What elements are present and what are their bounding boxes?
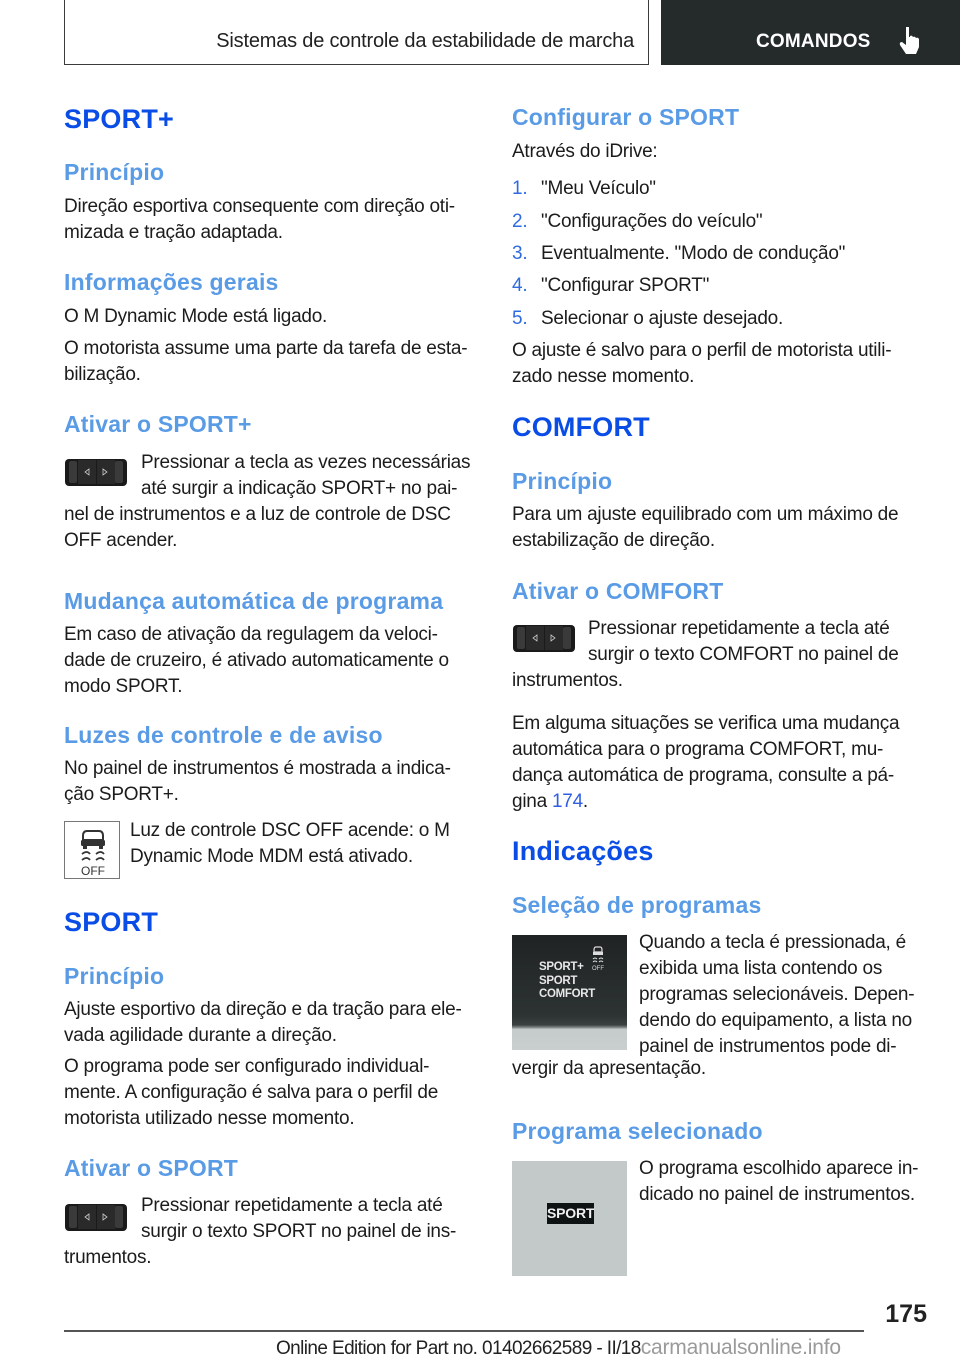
section-title: Sistemas de controle da estabilidade de marcha bbox=[216, 30, 634, 52]
page-number: 175 bbox=[885, 1300, 927, 1328]
activate-comfort-text-a: Pressionar repetidamente a tecla até surgir o texto COMFORT no painel de bbox=[588, 618, 899, 665]
selected-program-text: O programa escolhido aparece in- dicado no painel de instrumentos. bbox=[639, 1158, 919, 1205]
step-item: 4. "Configurar SPORT" bbox=[512, 275, 710, 296]
program-selection-text-a: Quando a tecla é pressionada, é exibida uma lista contendo os programas selecionáveis. Depen- dendo do equipamento, a lista no painel de instrumentos pode di- bbox=[639, 932, 915, 1057]
program-selection-heading: Seleção de programas bbox=[512, 892, 762, 918]
step-item: 5. Selecionar o ajuste desejado. bbox=[512, 308, 784, 329]
activate-sport-text-b: trumentos. bbox=[64, 1247, 152, 1268]
auto-change-text: Em caso de ativação da regulagem da veloci- dade de cruzeiro, é ativado automaticamente o modo SPORT. bbox=[64, 624, 449, 697]
sport-config-text: O programa pode ser configurado individual- mente. A configuração é salva para o perfil de motorista utilizado nesse momento. bbox=[64, 1056, 439, 1129]
chapter-label: COMANDOS bbox=[756, 31, 871, 52]
activate-sport-plus-text-b: nel de instrumentos e a luz de controle de DSC OFF acender. bbox=[64, 504, 451, 551]
sport-plus-principle-text: Direção esportiva consequente com direção oti- mizada e tração adaptada. bbox=[64, 196, 455, 243]
step-item: 2. "Configurações do veículo" bbox=[512, 211, 763, 232]
sport-plus-principle-heading: Princípio bbox=[64, 159, 165, 185]
program-selection-text-b: vergir da apresentação. bbox=[512, 1058, 706, 1079]
auto-change-heading: Mudança automática de programa bbox=[64, 588, 444, 614]
footer-edition: Online Edition for Part no. 01402662589 - II/18carmanualsonline.info bbox=[276, 1336, 841, 1359]
comfort-title: COMFORT bbox=[512, 412, 650, 442]
comfort-principle-heading: Princípio bbox=[512, 468, 613, 494]
header-section-box bbox=[64, 0, 649, 65]
footer-divider bbox=[64, 1330, 864, 1332]
activate-sport-text-a: Pressionar repetidamente a tecla até surgir o texto SPORT no painel de ins- bbox=[141, 1195, 457, 1242]
general-info-p2: O motorista assume uma parte da tarefa de esta- bilização. bbox=[64, 338, 468, 385]
selected-program-tag: SPORT bbox=[547, 1203, 594, 1224]
activate-comfort-text-b: instrumentos. bbox=[512, 670, 623, 691]
selected-program-heading: Programa selecionado bbox=[512, 1118, 763, 1144]
svg-text:OFF: OFF bbox=[592, 966, 604, 972]
comfort-auto-change-text: Em alguma situações se verifica uma mudança automática para o programa COMFORT, mu- dança automática de programa, consulte a pá- gina 174. bbox=[512, 713, 900, 812]
lights-heading: Luzes de controle e de aviso bbox=[64, 722, 383, 748]
dsc-off-small-icon bbox=[590, 943, 606, 973]
drive-mode-key-icon bbox=[64, 456, 128, 488]
comfort-principle-text: Para um ajuste equilibrado com um máximo de estabilização de direção. bbox=[512, 504, 899, 551]
svg-text:OFF: OFF bbox=[81, 864, 105, 878]
page-174-link[interactable]: 174 bbox=[551, 791, 583, 812]
sport-principle-heading: Princípio bbox=[64, 963, 165, 989]
sport-title: SPORT bbox=[64, 907, 159, 937]
dsc-off-indicator-icon bbox=[64, 821, 120, 879]
drive-mode-key-icon bbox=[512, 622, 576, 654]
activate-sport-plus-text-a: Pressionar a tecla as vezes necessárias até surgir a indicação SPORT+ no pai- bbox=[141, 452, 471, 499]
sport-principle-text: Ajuste esportivo da direção e da tração para ele- vada agilidade durante a direção. bbox=[64, 999, 462, 1046]
activate-comfort-heading: Ativar o COMFORT bbox=[512, 578, 724, 604]
step-item: 3. Eventualmente. "Modo de condução" bbox=[512, 243, 846, 264]
general-info-heading: Informações gerais bbox=[64, 269, 279, 295]
configure-note: O ajuste é salvo para o perfil de motorista utili- zado nesse momento. bbox=[512, 340, 892, 387]
step-item: 1. "Meu Veículo" bbox=[512, 178, 656, 199]
configure-intro: Através do iDrive: bbox=[512, 141, 658, 162]
pointing-hand-icon bbox=[898, 26, 920, 54]
sport-plus-title: SPORT+ bbox=[64, 104, 174, 134]
general-info-p1: O M Dynamic Mode está ligado. bbox=[64, 306, 328, 327]
drive-mode-key-icon bbox=[64, 1201, 128, 1233]
activate-sport-plus-heading: Ativar o SPORT+ bbox=[64, 411, 252, 437]
watermark: carmanualsonline.info bbox=[640, 1336, 841, 1359]
instrument-panel-program-list-image bbox=[512, 935, 627, 1050]
activate-sport-heading: Ativar o SPORT bbox=[64, 1155, 239, 1181]
lights-text: No painel de instrumentos é mostrada a indica- ção SPORT+. bbox=[64, 758, 451, 805]
instrument-panel-selected-image bbox=[512, 1161, 627, 1276]
chapter-tab[interactable] bbox=[661, 0, 960, 65]
dsc-off-text: Luz de controle DSC OFF acende: o M Dynamic Mode MDM está ativado. bbox=[130, 820, 450, 867]
program-list: SPORT+ SPORT COMFORT bbox=[539, 961, 596, 1000]
indications-title: Indicações bbox=[512, 836, 654, 866]
configure-sport-heading: Configurar o SPORT bbox=[512, 104, 740, 130]
